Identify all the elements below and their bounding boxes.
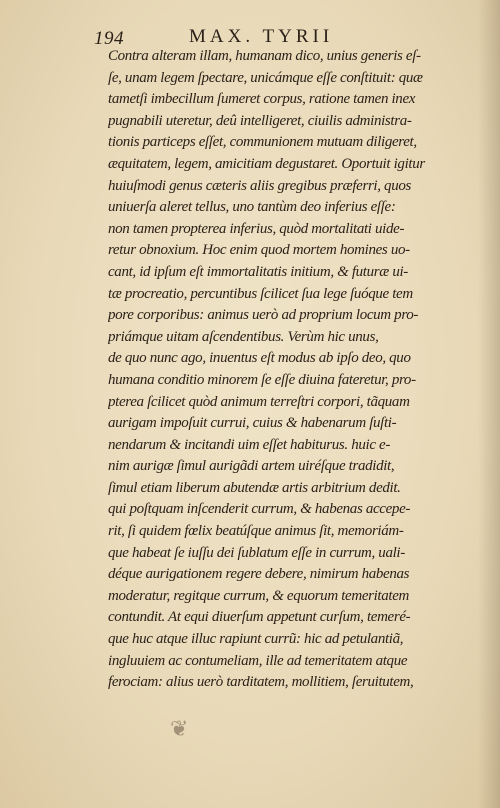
body-text [108, 46, 470, 694]
text-line: tæ procreatio, percuntibus ſcilicet ſua lege ſuóque tem [108, 285, 413, 302]
text-line: que habeat ſe iuſſu dei ſublatum eſſe in currum, uali- [108, 544, 405, 561]
running-head: MAX. TYRII [189, 26, 334, 47]
text-line: nendarum & incitandi uim eſſet habiturus. huic e- [108, 436, 390, 453]
text-line: pterea ſcilicet quòd animum terreſtri corpori, tãquam [108, 393, 410, 410]
text-line: humana conditio minorem ſe eſſe diuina fateretur, pro- [108, 371, 416, 388]
text-line: contundit. At equi diuerſum appetunt curſum, temeré- [108, 609, 411, 626]
text-line: retur obnoxium. Hoc enim quod mortem homines uo- [108, 242, 410, 259]
text-line: nim aurigæ ſimul aurigãdi artem uiréſque tradidit, [108, 458, 395, 475]
spine-shadow [478, 0, 500, 808]
text-line: pore corporibus: animus uerò ad proprium locum pro- [108, 307, 419, 324]
text-line: ferociam: alius uerò tarditatem, mollitiem, ſeruitutem, [108, 674, 414, 691]
text-line: Contra alteram illam, humanam dico, unius generis eſ- [108, 48, 421, 64]
text-line: de quo nunc ago, inuentus eſt modus ab ipſo deo, quo [108, 350, 411, 367]
text-line: ingluuiem ac contumeliam, ille ad temeritatem atque [108, 652, 408, 669]
text-line: non tamen propterea inferius, quòd mortalitati uide- [108, 220, 405, 237]
text-line: aurigam impoſuit currui, cuius & habenarum ſuſti- [108, 415, 397, 432]
page-header [94, 18, 474, 48]
page-footer [108, 712, 470, 752]
text-line: pugnabili uteretur, deû intelligeret, ciuilis administra- [108, 112, 412, 129]
text-line: æquitatem, legem, amicitiam degustaret. Oportuit igitur [108, 155, 425, 172]
text-line: qui poſtquam inſcenderit currum, & habenas accepe- [108, 501, 411, 518]
text-line: ſe, unam legem ſpectare, unicámque eſſe conſtituit: quæ [108, 69, 423, 86]
text-line: ſimul etiam liberum abutendæ artis arbitrium dedit. [108, 479, 401, 496]
text-line: huiuſmodi genus cæteris aliis gregibus præferri, quos [108, 177, 411, 194]
page-number: 194 [94, 28, 124, 49]
text-line: tionis particeps eſſet, communionem mutuam diligeret, [108, 134, 417, 151]
text-line: que huc atque illuc rapiunt currũ: hic ad petulantiã, [108, 631, 404, 648]
text-line: cant, id ipſum eſt immortalitatis initium, & futuræ ui- [108, 263, 408, 280]
text-line: déque aurigationem regere debere, nimirum habenas [108, 566, 410, 583]
text-line: moderatur, regitque currum, & equorum temeritatem [108, 587, 410, 604]
fleuron-ornament-icon: ❦ [170, 716, 189, 741]
text-line: rit, ſi quidem fœlix beatúſque animus ſit, memoriám- [108, 523, 404, 540]
text-line: tametſi imbecillum ſumeret corpus, ratione tamen inex [108, 91, 416, 108]
text-line: uniuerſa aleret tellus, uno tantùm deo inferius eſſe: [108, 199, 396, 216]
text-line: priámque uitam aſcendentibus. Verùm hic unus, [108, 328, 379, 345]
